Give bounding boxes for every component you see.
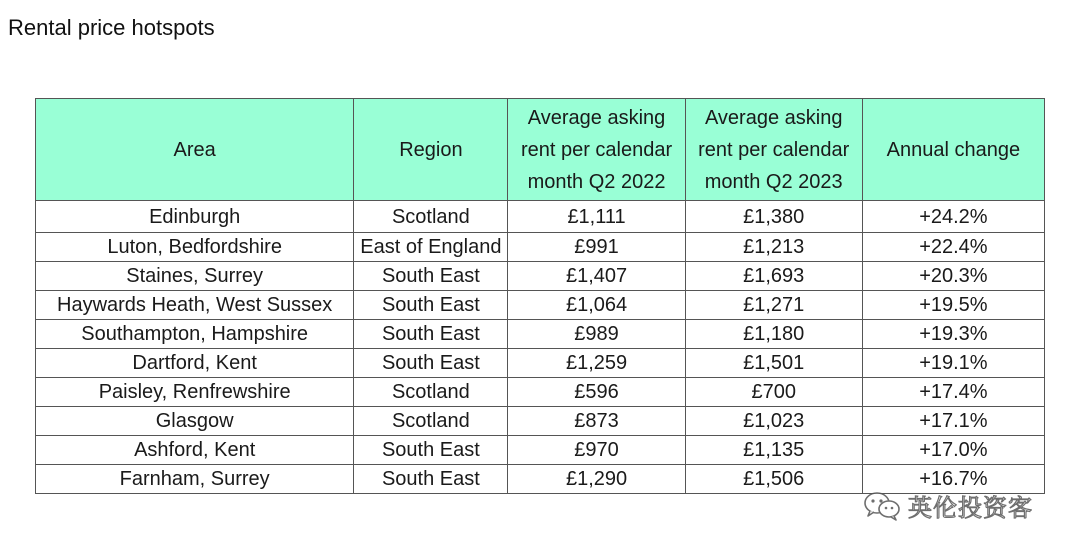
table-row [36, 201, 1045, 233]
cell-rent-2022: £970 [508, 436, 685, 465]
cell-annual-change: +17.1% [862, 407, 1044, 436]
table-row [36, 407, 1045, 436]
cell-area: Haywards Heath, West Sussex [36, 291, 354, 320]
rental-hotspots-table [35, 98, 1045, 494]
cell-annual-change: +16.7% [862, 465, 1044, 494]
cell-annual-change: +19.5% [862, 291, 1044, 320]
cell-region: South East [354, 436, 508, 465]
page-title: Rental price hotspots [8, 15, 215, 40]
cell-rent-2023: £1,506 [685, 465, 862, 494]
watermark-text: 英伦投资客 [908, 494, 1033, 522]
cell-region: South East [354, 291, 508, 320]
cell-rent-2023: £700 [685, 378, 862, 407]
cell-rent-2023: £1,135 [685, 436, 862, 465]
cell-area: Edinburgh [36, 201, 354, 233]
cell-rent-2023: £1,023 [685, 407, 862, 436]
cell-rent-2023: £1,180 [685, 320, 862, 349]
cell-rent-2022: £1,407 [508, 262, 685, 291]
table-row [36, 349, 1045, 378]
table-row [36, 262, 1045, 291]
cell-rent-2022: £596 [508, 378, 685, 407]
cell-rent-2022: £1,290 [508, 465, 685, 494]
cell-area: Farnham, Surrey [36, 465, 354, 494]
cell-annual-change: +17.0% [862, 436, 1044, 465]
cell-annual-change: +22.4% [862, 233, 1044, 262]
cell-area: Paisley, Renfrewshire [36, 378, 354, 407]
cell-rent-2023: £1,271 [685, 291, 862, 320]
cell-area: Staines, Surrey [36, 262, 354, 291]
table-header-row [36, 99, 1045, 201]
table-row [36, 378, 1045, 407]
cell-rent-2023: £1,501 [685, 349, 862, 378]
table-row [36, 320, 1045, 349]
cell-area: Luton, Bedfordshire [36, 233, 354, 262]
table-row [36, 436, 1045, 465]
cell-region: Scotland [354, 378, 508, 407]
cell-rent-2022: £989 [508, 320, 685, 349]
cell-rent-2022: £1,064 [508, 291, 685, 320]
header-rent-q2-2022: Average asking rent per calendar month Q2 2022 [508, 99, 685, 201]
cell-annual-change: +19.3% [862, 320, 1044, 349]
cell-region: South East [354, 465, 508, 494]
cell-annual-change: +20.3% [862, 262, 1044, 291]
cell-rent-2023: £1,213 [685, 233, 862, 262]
cell-rent-2023: £1,693 [685, 262, 862, 291]
cell-area: Dartford, Kent [36, 349, 354, 378]
cell-region: South East [354, 262, 508, 291]
cell-area: Southampton, Hampshire [36, 320, 354, 349]
wechat-icon [862, 490, 902, 522]
cell-region: South East [354, 320, 508, 349]
cell-area: Glasgow [36, 407, 354, 436]
header-rent-q2-2023: Average asking rent per calendar month Q2 2023 [685, 99, 862, 201]
table-row [36, 233, 1045, 262]
header-region: Region [354, 99, 508, 201]
cell-rent-2022: £1,259 [508, 349, 685, 378]
cell-rent-2023: £1,380 [685, 201, 862, 233]
cell-rent-2022: £873 [508, 407, 685, 436]
cell-annual-change: +17.4% [862, 378, 1044, 407]
table-row [36, 291, 1045, 320]
cell-area: Ashford, Kent [36, 436, 354, 465]
cell-rent-2022: £991 [508, 233, 685, 262]
header-annual-change: Annual change [862, 99, 1044, 201]
cell-annual-change: +24.2% [862, 201, 1044, 233]
cell-region: Scotland [354, 407, 508, 436]
cell-rent-2022: £1,111 [508, 201, 685, 233]
cell-region: South East [354, 349, 508, 378]
cell-region: Scotland [354, 201, 508, 233]
cell-annual-change: +19.1% [862, 349, 1044, 378]
cell-region: East of England [354, 233, 508, 262]
header-area: Area [36, 99, 354, 201]
watermark [862, 488, 1033, 523]
